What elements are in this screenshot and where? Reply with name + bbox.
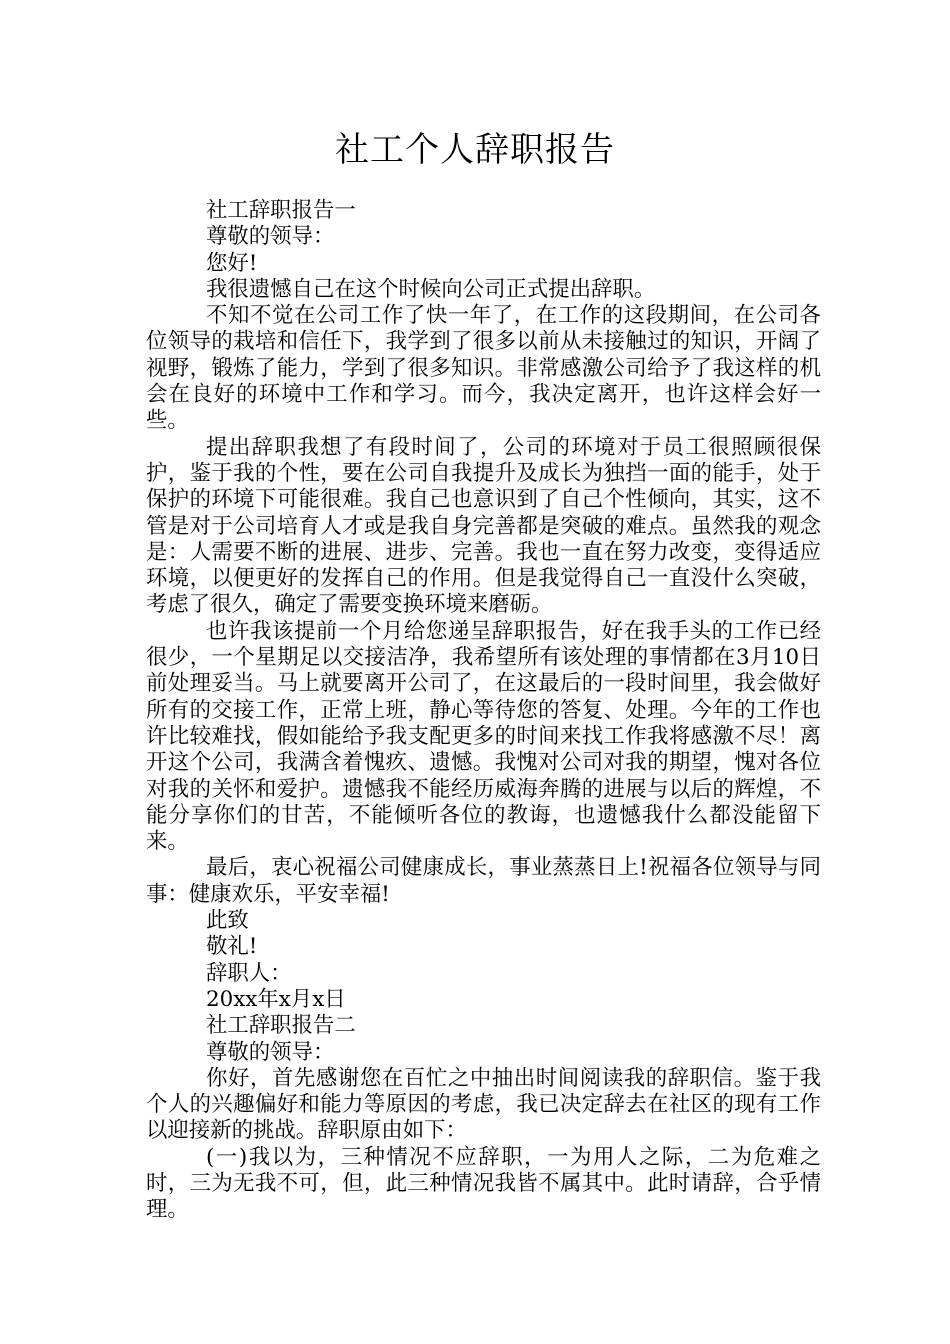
- section-heading: 社工辞职报告二: [206, 1013, 356, 1039]
- paragraph: 我很遗憾自己在这个时候向公司正式提出辞职。: [206, 276, 656, 302]
- salutation: 尊敬的领导：: [206, 224, 335, 250]
- signature-label: 辞职人：: [206, 960, 292, 986]
- paragraph: 提出辞职我想了有段时间了，公司的环境对于员工很照顾很保护，鉴于我的个性，要在公司自我提升及成长为独挡一面的能手，处于保护的环境下可能很难。我自己也意识到了自己个性倾向，其实，这不管是对于公司培育人才或是我自身完善都是突破的难点。虽然我的观念是：人需要不断的进展、进步、完善。我也一直在努力改变，变得适应环境，以便更好的发挥自己的作用。但是我觉得自己一直没什么突破，考虑了很久，确定了需要变换环境来磨砺。: [146, 434, 821, 618]
- paragraph: 不知不觉在公司工作了快一年了，在工作的这段期间，在公司各位领导的栽培和信任下，我学到了很多以前从未接触过的知识，开阔了视野，锻炼了能力，学到了很多知识。非常感激公司给予了我这样的机会在良好的环境中工作和学习。而今，我决定离开，也许这样会好一些。: [146, 303, 821, 434]
- closing-line: 敬礼!: [206, 934, 258, 960]
- paragraph: 最后，衷心祝福公司健康成长，事业蒸蒸日上!祝福各位领导与同事：健康欢乐，平安幸福!: [146, 855, 821, 907]
- section-heading: 社工辞职报告一: [206, 198, 356, 223]
- paragraph: (一)我以为，三种情况不应辞职，一为用人之际，二为危难之时，三为无我不可，但，此三种情况我皆不属其中。此时请辞，合乎情理。: [146, 1144, 821, 1223]
- closing-line: 此致: [206, 908, 249, 934]
- paragraph: 也许我该提前一个月给您递呈辞职报告，好在我手头的工作已经很少，一个星期足以交接洁净，我希望所有该处理的事情都在3月10日前处理妥当。马上就要离开公司了，在这最后的一段时间里，我会做好所有的交接工作，正常上班，静心等待您的答复、处理。今年的工作也许比较难找，假如能给予我支配更多的时间来找工作我将感激不尽！离开这个公司，我满含着愧疚、遗憾。我愧对公司对我的期望，愧对各位对我的关怀和爱护。遗憾我不能经历威海奔腾的进展与以后的辉煌，不能分享你们的甘苦，不能倾听各位的教诲，也遗憾我什么都没能留下来。: [146, 618, 821, 855]
- salutation: 尊敬的领导：: [206, 1039, 335, 1065]
- date-line: 20xx年x月x日: [206, 986, 346, 1012]
- document-title: 社工个人辞职报告: [335, 130, 615, 170]
- greeting: 您好!: [206, 250, 258, 276]
- paragraph: 你好，首先感谢您在百忙之中抽出时间阅读我的辞职信。鉴于我个人的兴趣偏好和能力等原因的考虑，我已决定辞去在社区的现有工作以迎接新的挑战。辞职原由如下：: [146, 1065, 821, 1144]
- document-body: [146, 198, 821, 1224]
